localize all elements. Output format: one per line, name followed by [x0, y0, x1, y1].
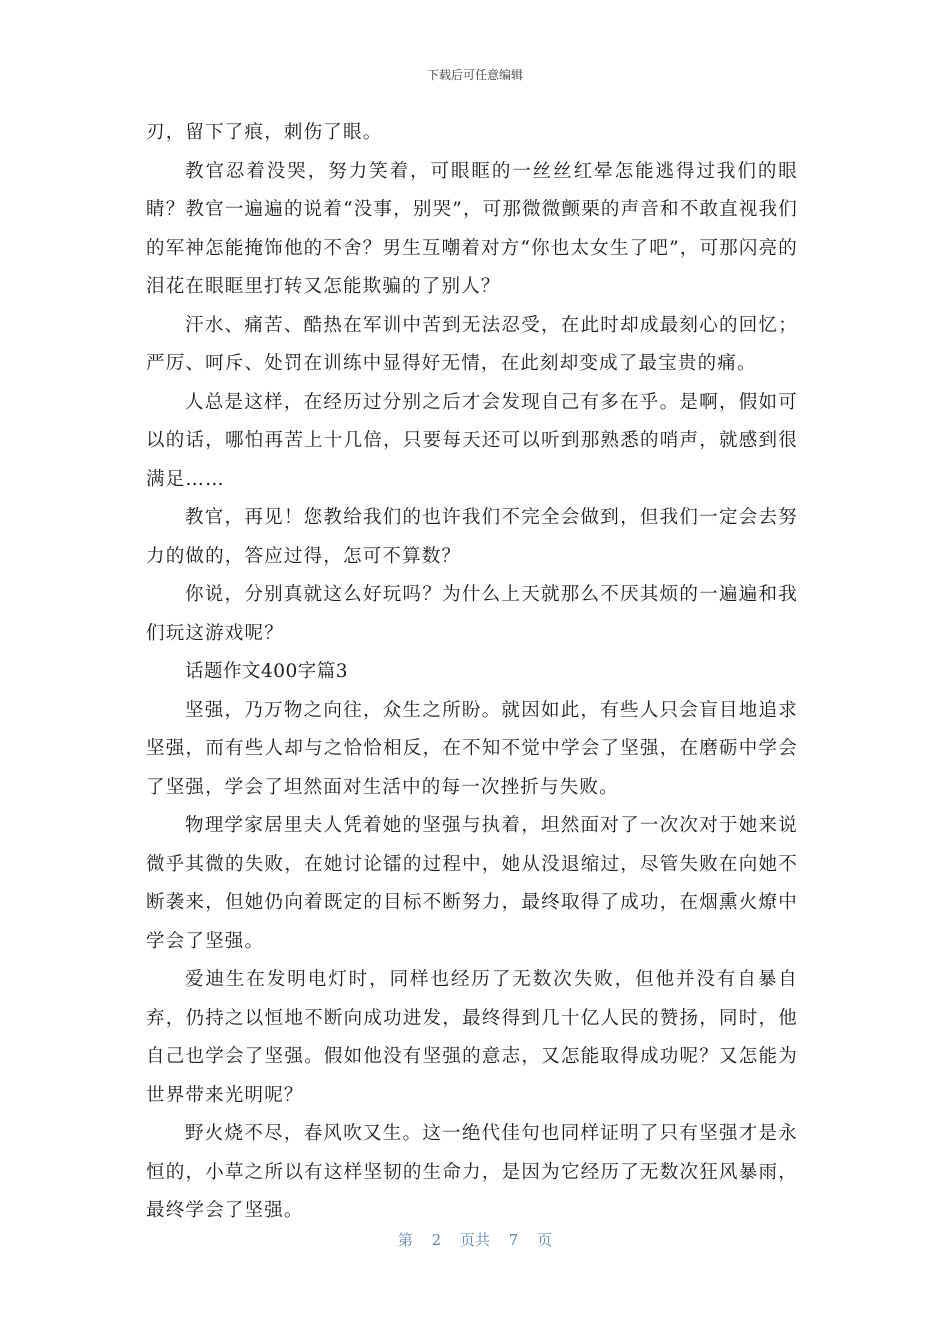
paragraph: 教官忍着没哭，努力笑着，可眼眶的一丝丝红晕怎能逃得过我们的眼睛？教官一遍遍的说着“没事，别哭”，可那微微颤栗的声音和不敢直视我们的军神怎能掩饰他的不舍？男生互嘲着对方“你也太女生了吧”，可那闪亮的泪花在眼眶里打转又怎能欺骗的了别人？ — [146, 160, 798, 297]
footer-prefix: 第 — [397, 1231, 413, 1249]
page-header — [0, 67, 950, 83]
footer-suffix: 页 — [537, 1231, 553, 1249]
footer-middle: 页共 — [459, 1231, 490, 1249]
paragraph-continuation: 刃，留下了痕，刺伤了眼。 — [146, 122, 383, 143]
paragraph: 物理学家居里夫人凭着她的坚强与执着，坦然面对了一次次对于她来说微乎其微的失败，在她讨论镭的过程中，她从没退缩过，尽管失败在向她不断袭来，但她仍向着既定的目标不断努力，最终取得了成功，在烟熏火燎中学会了坚强。 — [146, 815, 798, 952]
paragraph: 野火烧不尽，春风吹又生。这一绝代佳句也同样证明了只有坚强才是永恒的，小草之所以有这样坚韧的生命力，是因为它经历了无数次狂风暴雨，最终学会了坚强。 — [146, 1123, 798, 1221]
page-footer — [0, 1230, 950, 1250]
header-note: 下载后可任意编辑 — [426, 68, 523, 82]
paragraph: 爱迪生在发明电灯时，同样也经历了无数次失败，但他并没有自暴自弃，仍持之以恒地不断向成功进发，最终得到几十亿人民的赞扬，同时，他自己也学会了坚强。假如他没有坚强的意志，又怎能取得成功呢？又怎能为世界带来光明呢？ — [146, 969, 798, 1106]
paragraph: 坚强，乃万物之向往，众生之所盼。就因如此，有些人只会盲目地追求坚强，而有些人却与之恰恰相反，在不知不觉中学会了坚强，在磨砺中学会了坚强，学会了坦然面对生活中的每一次挫折与失败。 — [146, 699, 798, 798]
footer-total-pages: 7 — [508, 1231, 519, 1249]
paragraph: 人总是这样，在经历过分别之后才会发现自己有多在乎。是啊，假如可以的话，哪怕再苦上十几倍，只要每天还可以听到那熟悉的哨声，就感到很满足…… — [146, 391, 798, 490]
document-body — [146, 114, 798, 1231]
paragraph: 汗水、痛苦、酷热在军训中苦到无法忍受，在此时却成最刻心的回忆；严厉、呵斥、处罚在训练中显得好无情，在此刻却变成了最宝贵的痛。 — [146, 314, 798, 374]
paragraph: 你说，分别真就这么好玩吗？为什么上天就那么不厌其烦的一遍遍和我们玩这游戏呢？ — [146, 584, 798, 644]
footer-page-number: 2 — [431, 1231, 442, 1249]
section-heading: 话题作文400字篇3 — [185, 661, 349, 682]
paragraph: 教官，再见！您教给我们的也许我们不完全会做到，但我们一定会去努力的做的，答应过得，怎可不算数？ — [146, 507, 798, 567]
